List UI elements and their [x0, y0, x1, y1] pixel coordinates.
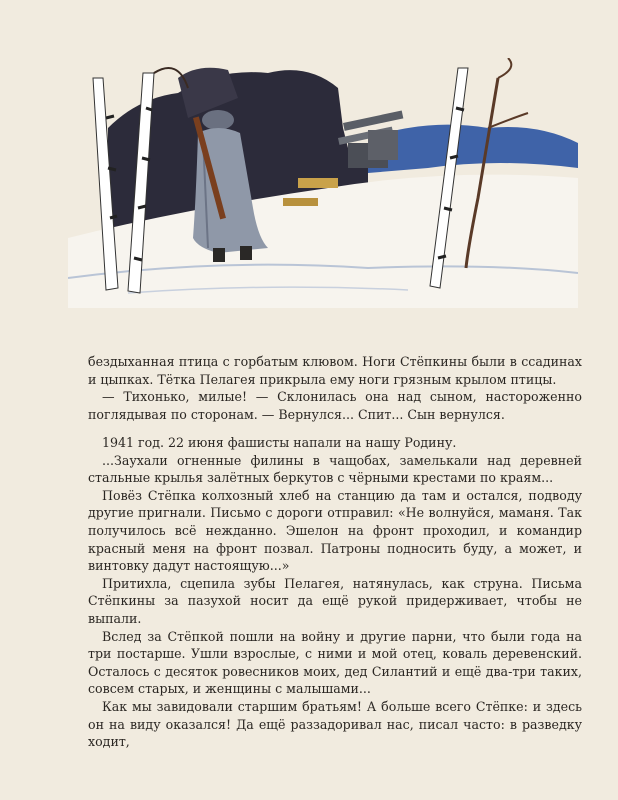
- paragraph: бездыханная птица с горбатым клювом. Ноги Стёпкины были в ссадинах и цыпках. Тётка Пелагея прикрыла ему ноги грязным крылом птицы.: [88, 354, 582, 387]
- text-bottom: [88, 434, 582, 751]
- paragraph: Повёз Стёпка колхозный хлеб на станцию да там и остался, подводу другие пригнали. Письмо с дороги отправил: «Не волнуйся, маманя. Так получилось всё нежданно. Эшелон на фронт проходил, и командир красный меня на фронт позвал. Патроны подносить буду, а может, и винтовку дадут настоящую...»: [88, 487, 582, 574]
- paragraph: Притихла, сцепила зубы Пелагея, натянулась, как струна. Письма Стёпкины за пазухой носит да ещё рукой придерживает, чтобы не выпали.: [88, 575, 582, 626]
- ammo-box: [298, 178, 338, 188]
- paragraph: — Тихонько, милые! — Склонилась она над сыном, настороженно поглядывая по сторонам. — Вернулся... Спит... Сын вернулся.: [88, 389, 582, 422]
- paragraph: Как мы завидовали старшим братьям! А больше всего Стёпке: и здесь он на виду оказался! Да ещё раззадоривал нас, писал часто: в разведку ходит,: [88, 698, 582, 750]
- paragraph: ...Заухали огненные филины в чащобах, замелькали над деревней стальные крылья залётных беркутов с чёрными крестами по краям...: [88, 452, 582, 486]
- paragraph: Вслед за Стёпкой пошли на войну и другие парни, что были года на три постарше. Ушли взрослые, с ними и мой отец, коваль деревенский. Осталось с десяток ровесников моих, дед Силантий и ещё два-три таких, совсем старых, и женщины с малышами...: [88, 628, 582, 697]
- winter-war-illustration: [68, 58, 578, 308]
- text-top: [88, 353, 582, 423]
- paragraph: 1941 год. 22 июня фашисты напали на нашу Родину.: [102, 435, 457, 450]
